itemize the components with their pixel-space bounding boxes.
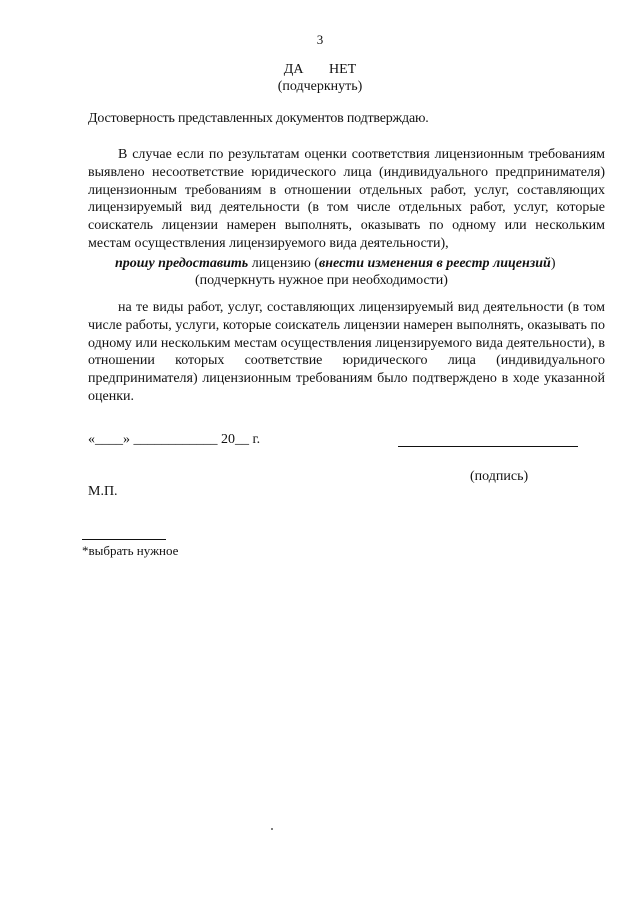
request-middle: лицензию ( (248, 256, 320, 271)
request-prefix: прошу предоставить (115, 256, 249, 271)
signature-caption: (подпись) (470, 469, 529, 484)
request-instruction: (подчеркнуть нужное при необходимости) (195, 273, 448, 288)
footnote: *выбрать нужное (82, 543, 179, 558)
confirmation-statement: Достоверность представленных документов подтверждаю. (88, 111, 429, 126)
yes-option: ДА (283, 62, 304, 77)
no-option: НЕТ (328, 62, 357, 77)
noncompliance-paragraph: В случае если по результатам оценки соответствия лицензионным требованиям выявлено несоответствие юридического лица (индивидуального предпринимателя) лицензионным требованиям в отношении отдельных работ, услуг, составляющих лицензируемый вид деятельности (в том числе отдельных работ, услуг, которые соискатель лицензии намерен выполнять, оказывать по одному или нескольким местам осуществления лицензируемого вида деятельности), (88, 147, 605, 251)
request-line (115, 256, 556, 272)
date-line: «____» ____________ 20__ г. (88, 432, 261, 447)
underline-instruction: (подчеркнуть) (277, 79, 363, 94)
scope-paragraph: на те виды работ, услуг, составляющих лицензируемый вид деятельности (в том числе работы, услуги, которые соискатель лицензии намерен выполнять, оказывать по одному или нескольким местам осуществления лицензируемого вида деятельности), в отношении которых соответствие юридического лица (индивидуального предпринимателя) лицензионным требованиям было подтверждено в ходе указанной оценки. (88, 300, 605, 404)
page-number: 3 (316, 32, 324, 47)
stamp-label: М.П. (88, 484, 118, 499)
footnote-divider (82, 539, 166, 540)
signature-line (398, 446, 578, 447)
request-registry-change: внести изменения в реестр лицензий (319, 256, 551, 271)
scan-speck (271, 828, 273, 830)
yes-no-choice (0, 62, 640, 78)
request-suffix: ) (550, 256, 556, 271)
